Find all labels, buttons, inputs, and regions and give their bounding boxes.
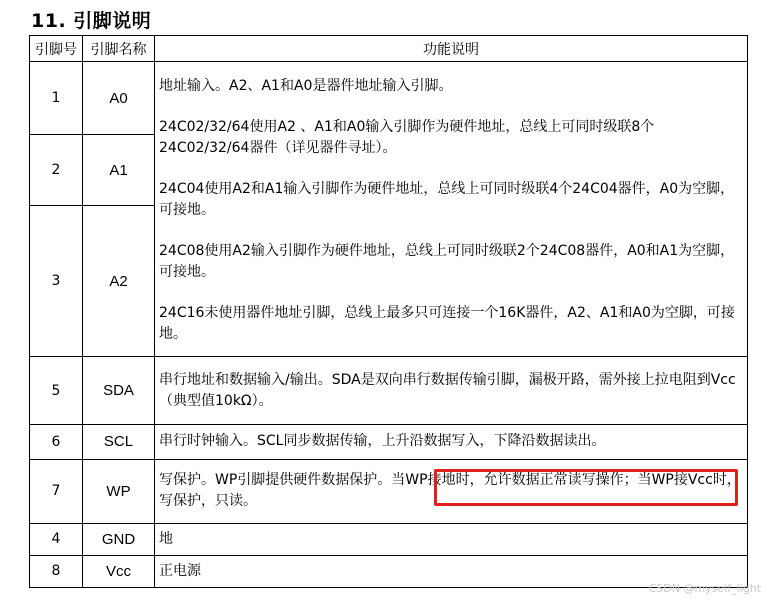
red-highlight-box	[434, 469, 738, 506]
address-pin-names	[83, 62, 155, 357]
pin-name-A0: A0	[83, 62, 154, 135]
pin-name-SDA: SDA	[83, 357, 155, 425]
pin-number-7: 7	[30, 459, 83, 523]
watermark: CSDN @myself_light	[648, 582, 761, 595]
pin-name-Vcc: Vcc	[83, 555, 155, 587]
pin-name-WP: WP	[83, 459, 155, 523]
vcc-description: 正电源	[155, 555, 748, 587]
gnd-description: 地	[155, 523, 748, 555]
header-function: 功能说明	[155, 36, 748, 62]
pin-number-1: 1	[30, 62, 82, 135]
table-header-row	[30, 36, 748, 62]
address-pin-numbers	[30, 62, 83, 357]
pin-number-3: 3	[51, 273, 61, 290]
address-paragraph-4: 24C08使用A2输入引脚作为硬件地址，总线上可同时级联2个24C08器件，A0和A1为空脚，可接地。	[159, 243, 735, 281]
header-pin-number: 引脚号	[30, 36, 83, 62]
section-title: 11. 引脚说明	[31, 10, 152, 32]
address-paragraph-3: 24C04使用A2和A1输入引脚作为硬件地址，总线上可同时级联4个24C04器件，A0为空脚，可接地。	[159, 181, 735, 219]
address-pins-description	[155, 62, 748, 357]
scl-description: 串行时钟输入。SCL同步数据传输，上升沿数据写入，下降沿数据读出。	[155, 425, 748, 459]
wp-description: 写保护。WP引脚提供硬件数据保护。当WP接地时，允许数据正常读写操作；当WP接Vcc时，写保护，只读。	[155, 459, 748, 523]
pin-name-A1: A1	[83, 135, 154, 206]
pin-number-2: 2	[30, 135, 82, 206]
pin-name-A2: A2	[109, 272, 128, 290]
pin-name-GND: GND	[83, 523, 155, 555]
address-paragraph-1: 地址输入。A2、A1和A0是器件地址输入引脚。	[159, 78, 453, 95]
address-paragraph-5: 24C16未使用器件地址引脚，总线上最多只可连接一个16K器件，A2、A1和A0为空脚，可接地。	[159, 305, 735, 343]
address-paragraph-2: 24C02/32/64使用A2 、A1和A0输入引脚作为硬件地址，总线上可同时级联8个24C02/32/64器件（详见器件寻址）。	[159, 119, 655, 157]
table-row-sda	[30, 357, 748, 425]
table-row-vcc	[30, 555, 748, 587]
pin-number-6: 6	[30, 425, 83, 459]
sda-description: 串行地址和数据输入/输出。SDA是双向串行数据传输引脚，漏极开路，需外接上拉电阻到Vcc（典型值10kΩ）。	[155, 357, 748, 425]
header-pin-name: 引脚名称	[83, 36, 155, 62]
pin-number-4: 4	[30, 523, 83, 555]
address-pins-row	[30, 62, 748, 357]
pin-number-8: 8	[30, 555, 83, 587]
table-row-gnd	[30, 523, 748, 555]
table-row-scl	[30, 425, 748, 459]
pin-number-5: 5	[30, 357, 83, 425]
pin-name-SCL: SCL	[83, 425, 155, 459]
